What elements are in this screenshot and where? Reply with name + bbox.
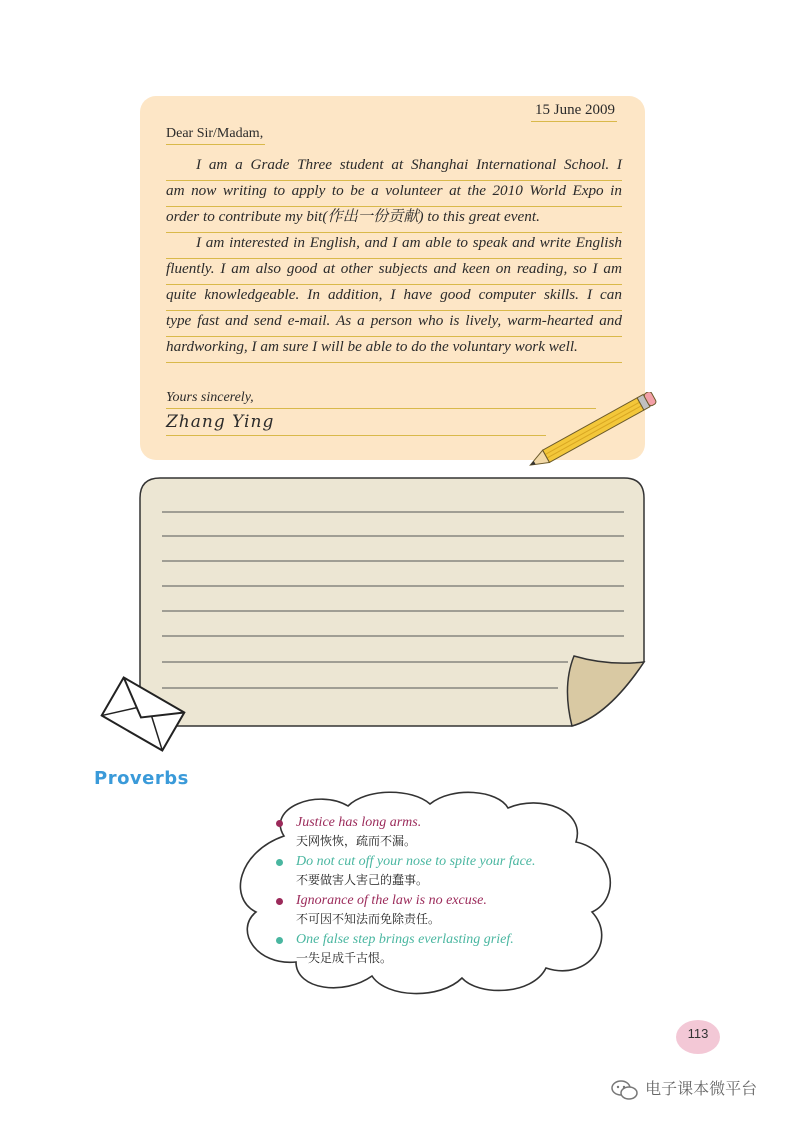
watermark	[610, 1076, 757, 1101]
proverb-item	[276, 892, 596, 928]
letter-line: I am a Grade Three student at Shanghai International School. I	[166, 154, 622, 181]
proverb-chinese: 天网恢恢，疏而不漏。	[296, 834, 417, 848]
proverbs-heading: Proverbs	[94, 768, 189, 789]
wechat-icon	[610, 1079, 640, 1101]
proverb-item	[276, 853, 596, 889]
bullet-icon	[276, 820, 283, 827]
watermark-text: 电子课本微平台	[645, 1079, 758, 1098]
proverb-english: Ignorance of the law is no excuse.	[296, 893, 487, 908]
proverb-english: Do not cut off your nose to spite your face.	[296, 854, 536, 869]
letter-line: I am interested in English, and I am able to speak and write English	[166, 232, 622, 259]
letter-line: quite knowledgeable. In addition, I have good computer skills. I can	[166, 284, 622, 311]
bullet-icon	[276, 859, 283, 866]
pencil-icon	[518, 392, 666, 472]
letter-date: 15 June 2009	[531, 102, 617, 122]
proverb-chinese: 一失足成千古恨。	[296, 951, 393, 965]
proverb-item	[276, 931, 596, 967]
proverb-list	[276, 814, 596, 970]
letter-closing: Yours sincerely,	[166, 390, 596, 409]
page-number: 113	[687, 1026, 709, 1041]
proverb-chinese: 不可因不知法而免除责任。	[296, 912, 441, 926]
proverb-chinese: 不要做害人害己的蠢事。	[296, 873, 429, 887]
writing-paper	[138, 476, 648, 728]
letter-signature: Zhang Ying	[166, 412, 546, 436]
letter-line: order to contribute my bit(作出一份贡献) to this great event.	[166, 206, 622, 233]
letter-line: type fast and send e-mail. As a person who is lively, warm-hearted and	[166, 310, 622, 337]
bullet-icon	[276, 898, 283, 905]
envelope-icon	[94, 672, 192, 756]
bullet-icon	[276, 937, 283, 944]
proverb-item	[276, 814, 596, 850]
letter-line: am now writing to apply to be a volunteer at the 2010 World Expo in	[166, 180, 622, 207]
proverb-english: Justice has long arms.	[296, 815, 422, 830]
letter-line: fluently. I am also good at other subjects and keen on reading, so I am	[166, 258, 622, 285]
proverb-english: One false step brings everlasting grief.	[296, 932, 514, 947]
letter-salutation: Dear Sir/Madam,	[166, 126, 265, 145]
letter-line: hardworking, I am sure I will be able to do the voluntary work well.	[166, 336, 622, 363]
